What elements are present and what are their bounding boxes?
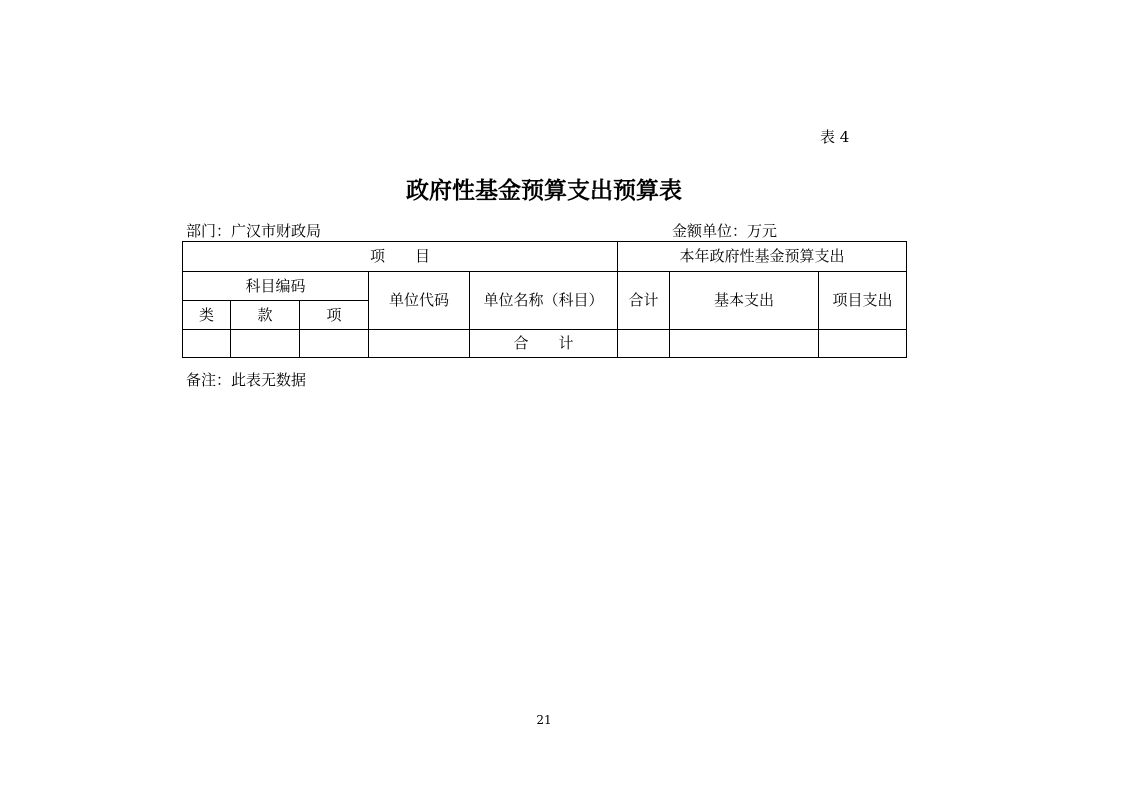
header-item: 项	[300, 301, 369, 330]
total-unit-code-cell	[369, 330, 470, 358]
header-current-year: 本年政府性基金预算支出	[618, 242, 907, 272]
total-section-cell	[231, 330, 300, 358]
table-header-row-1	[183, 242, 907, 272]
header-total: 合计	[618, 272, 670, 330]
table-header-row-2	[183, 272, 907, 301]
page-title: 政府性基金预算支出预算表	[406, 177, 682, 204]
header-project: 项 目	[183, 242, 618, 272]
header-basic-expense: 基本支出	[670, 272, 819, 330]
header-class: 类	[183, 301, 231, 330]
total-sum-cell	[618, 330, 670, 358]
amount-unit-label: 金额单位：万元	[672, 222, 778, 240]
page-number: 21	[536, 713, 552, 727]
header-project-expense: 项目支出	[819, 272, 907, 330]
table-number: 表 4	[820, 128, 850, 146]
table-note: 备注：此表无数据	[186, 371, 307, 389]
table-total-row	[183, 330, 907, 358]
header-section: 款	[231, 301, 300, 330]
header-unit-name: 单位名称（科目）	[470, 272, 618, 330]
header-unit-code: 单位代码	[369, 272, 470, 330]
total-project-cell	[819, 330, 907, 358]
budget-table	[182, 241, 907, 358]
header-subject-code: 科目编码	[183, 272, 369, 301]
total-basic-cell	[670, 330, 819, 358]
total-class-cell	[183, 330, 231, 358]
total-row-label: 合 计	[470, 330, 618, 358]
total-item-cell	[300, 330, 369, 358]
department-label: 部门：广汉市财政局	[186, 222, 322, 240]
